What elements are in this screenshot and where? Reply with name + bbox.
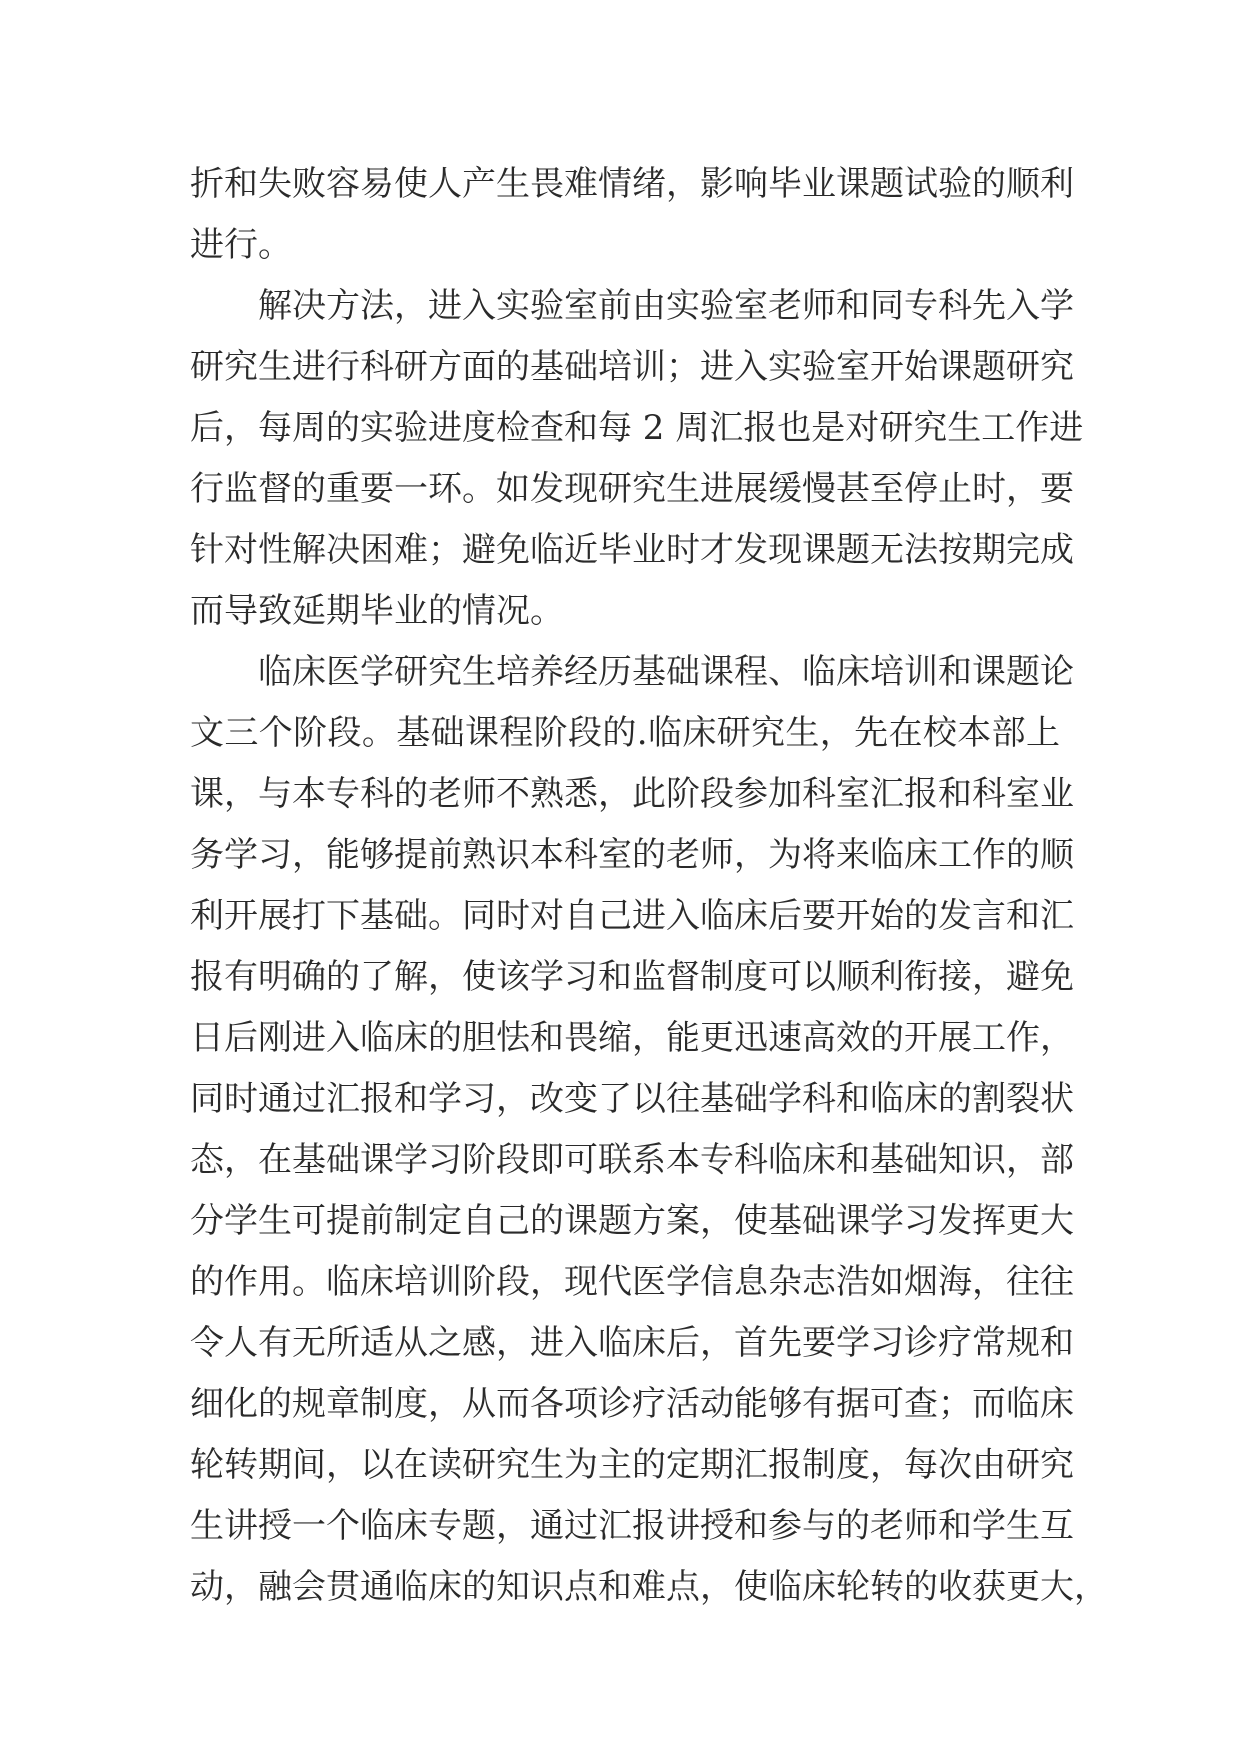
text-line: 利开展打下基础。同时对自己进入临床后要开始的发言和汇 [190,896,1074,936]
text-line: 针对性解决困难；避免临近毕业时才发现课题无法按期完成 [190,530,1074,570]
text-line: 行监督的重要一环。如发现研究生进展缓慢甚至停止时，要 [190,469,1074,509]
text-line: 进行。 [190,225,292,265]
text-line: 细化的规章制度，从而各项诊疗活动能够有据可查；而临床 [190,1384,1074,1424]
text-line: 临床医学研究生培养经历基础课程、临床培训和课题论 [258,652,1074,692]
text-line: 研究生进行科研方面的基础培训；进入实验室开始课题研究 [190,347,1074,387]
text-line: 折和失败容易使人产生畏难情绪，影响毕业课题试验的顺利 [190,164,1074,204]
text-line: 轮转期间，以在读研究生为主的定期汇报制度，每次由研究 [190,1445,1074,1485]
text-line: 文三个阶段。基础课程阶段的.临床研究生，先在校本部上 [190,713,1060,753]
text-line: 分学生可提前制定自己的课题方案，使基础课学习发挥更大 [190,1201,1074,1241]
text-line: 生讲授一个临床专题，通过汇报讲授和参与的老师和学生互 [190,1506,1074,1546]
text-line: 课，与本专科的老师不熟悉，此阶段参加科室汇报和科室业 [190,774,1074,814]
text-line: 而导致延期毕业的情况。 [190,591,564,631]
body-text [190,154,1108,1618]
text-line: 解决方法，进入实验室前由实验室老师和同专科先入学 [258,286,1074,326]
text-line: 后，每周的实验进度检查和每 2 周汇报也是对研究生工作进 [190,408,1084,448]
text-line: 报有明确的了解，使该学习和监督制度可以顺利衔接，避免 [190,957,1074,997]
text-line: 令人有无所适从之感，进入临床后，首先要学习诊疗常规和 [190,1323,1074,1363]
text-line: 动，融会贯通临床的知识点和难点，使临床轮转的收获更大， [190,1567,1108,1607]
text-line: 日后刚进入临床的胆怯和畏缩，能更迅速高效的开展工作， [190,1018,1074,1058]
text-line: 态，在基础课学习阶段即可联系本专科临床和基础知识，部 [190,1140,1074,1180]
text-line: 同时通过汇报和学习，改变了以往基础学科和临床的割裂状 [190,1079,1074,1119]
text-line: 务学习，能够提前熟识本科室的老师，为将来临床工作的顺 [190,835,1074,875]
text-line: 的作用。临床培训阶段，现代医学信息杂志浩如烟海，往往 [190,1262,1074,1302]
